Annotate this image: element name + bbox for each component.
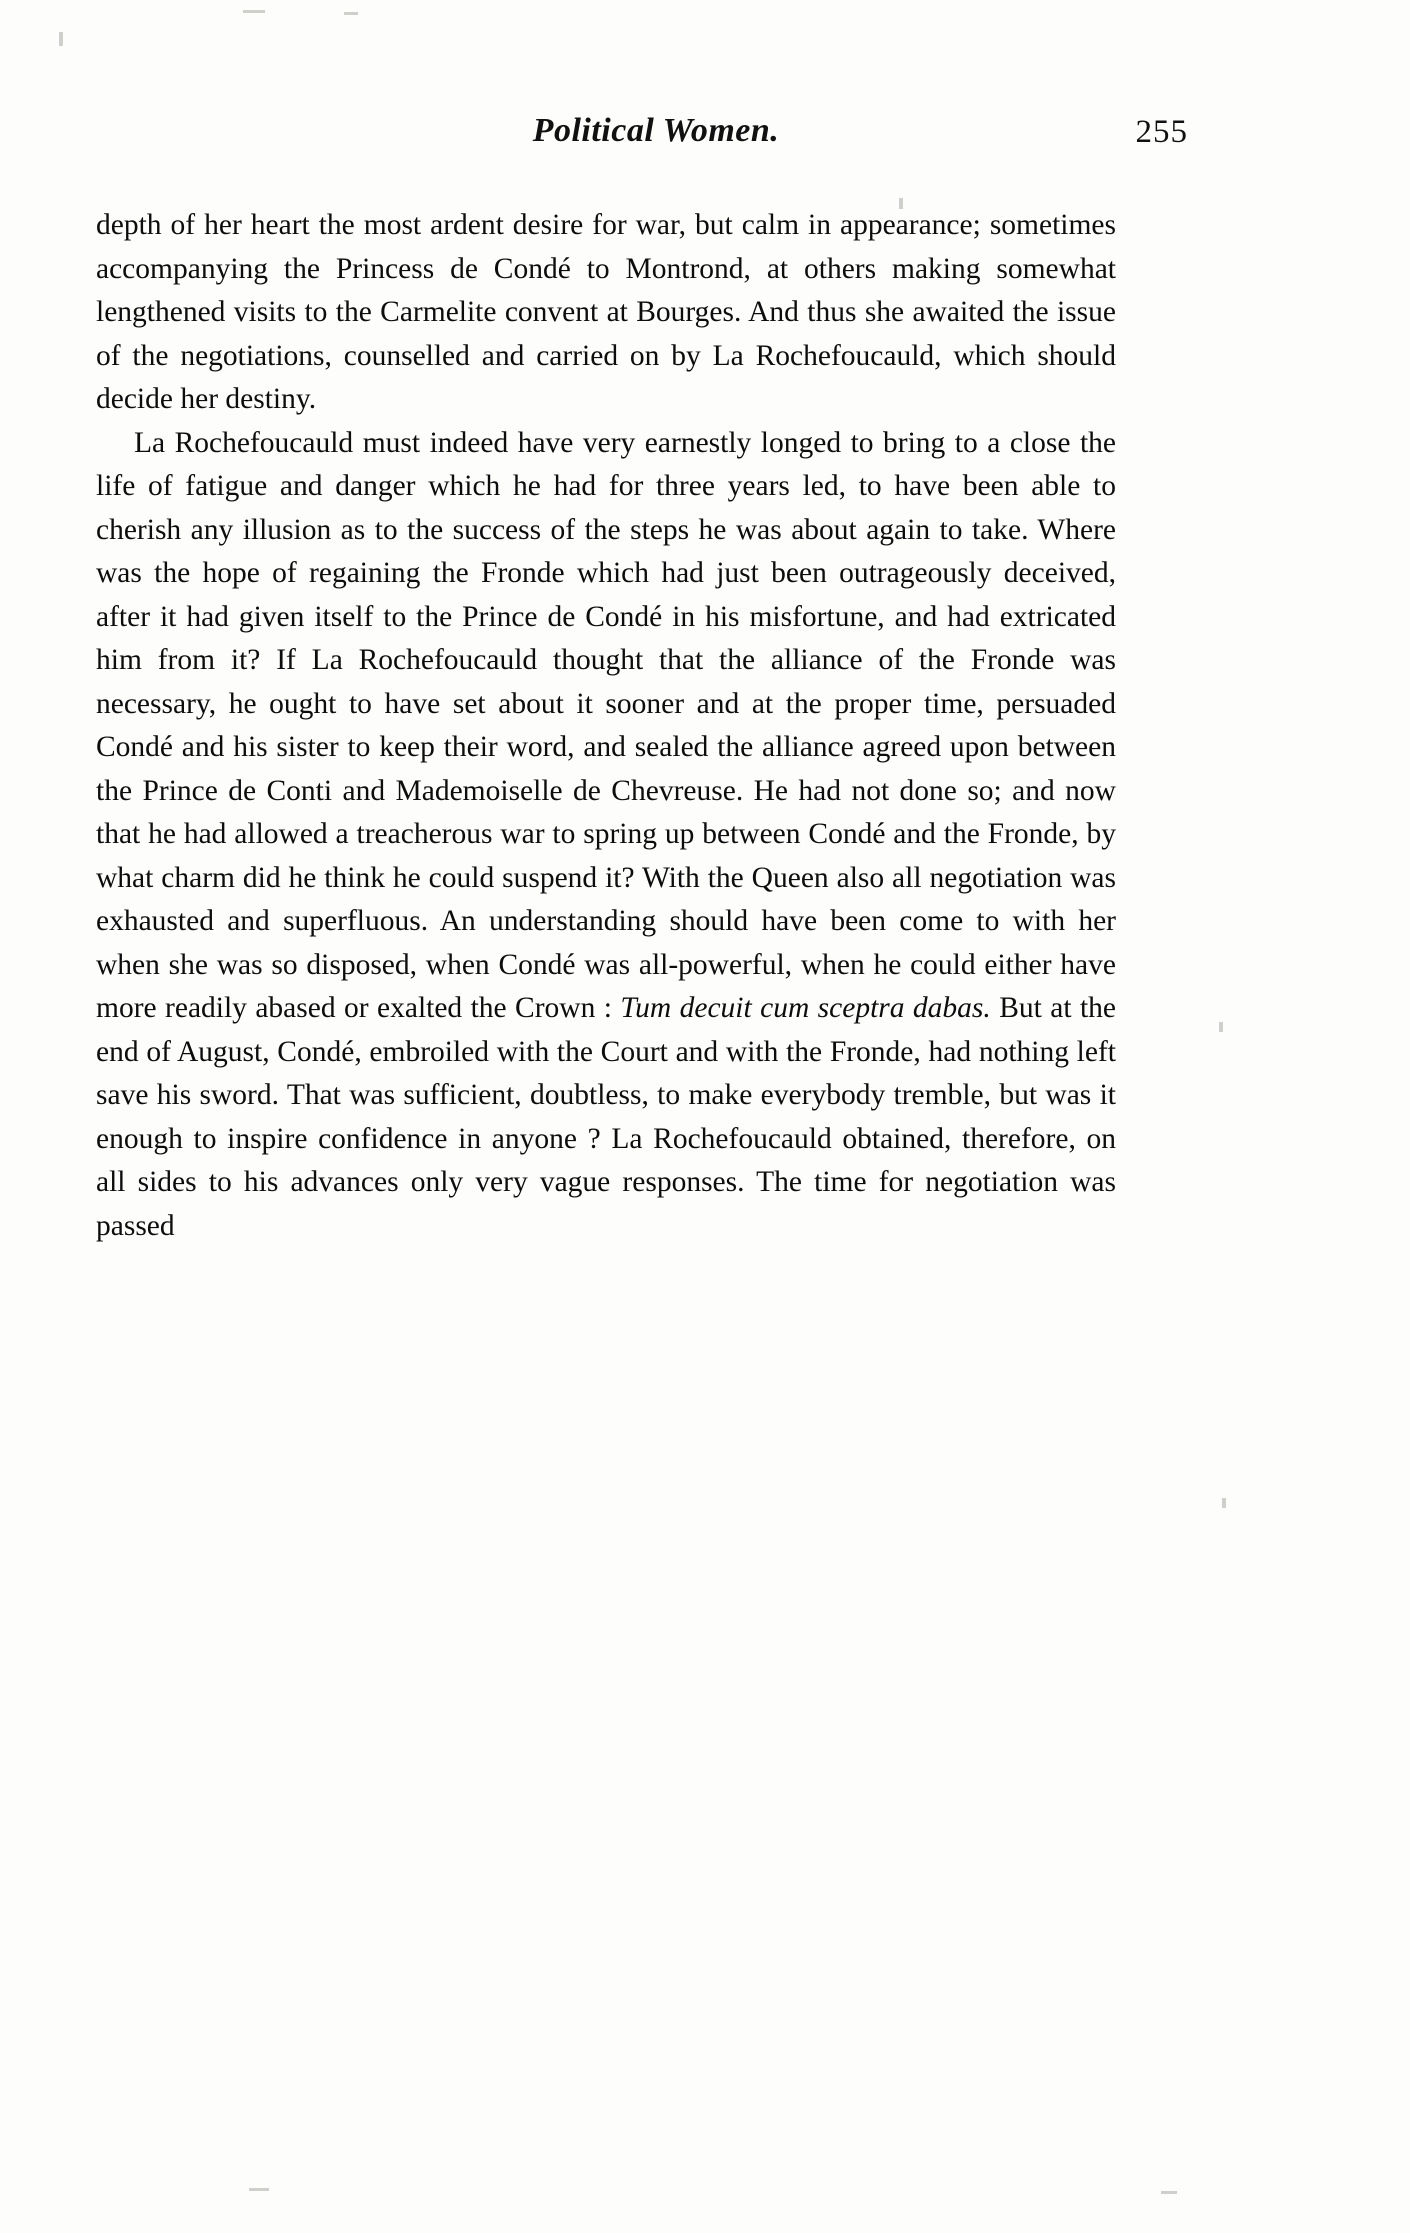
text-run: La Rochefoucauld must indeed have very earnestly longed to bring to a close the life of fatigue and danger which he had for three years led, to have been able to cherish any illusion as to the success of the steps he was about again to take. Where was the hope of regaining the Fronde which had just been outrageously deceived, after it had given itself to the Prince de Condé in his misfortune, and had extricated him from it? If La Rochefoucauld thought that the alliance of the Fronde was necessary, he ought to have set about it sooner and at the proper time, persuaded Condé and his sister to keep their word, and sealed the alliance agreed upon between the Prince de Conti and Mademoiselle de Chevreuse. He had not done so; and now that he had allowed a treacherous war to spring up between Condé and the Fronde, by what charm did he think he could suspend it? With the Queen also all negotiation was exhausted and superfluous. An understanding should have been come to with her when she was so disposed, when Condé was all-powerful, when he could either have more readily abased or exalted the Crown :: [96, 426, 1116, 1024]
paragraph: [96, 422, 1116, 1249]
running-head: Political Women.: [532, 112, 780, 149]
scan-artifact: [1222, 1498, 1226, 1508]
latin-quotation: Tum decuit cum sceptra dabas.: [620, 992, 991, 1024]
scan-artifact: [249, 2188, 269, 2191]
page-header: [96, 96, 1216, 182]
body-text: [96, 204, 1116, 1248]
scan-artifact: [243, 10, 265, 13]
scan-artifact: [59, 32, 63, 46]
text-run: But at the end of August, Condé, embroiled with the Court and with the Fronde, had nothing left save his sword. That was sufficient, doubtless, to make everybody tremble, but was it enough to inspire confidence in anyone ? La Rochefoucauld obtained, therefore, on all sides to his advances only very vague responses. The time for negotiation was passed: [96, 992, 1116, 1242]
text-run: depth of her heart the most ardent desire for war, but calm in appearance; sometimes accompanying the Princess de Condé to Montrond, at others making somewhat lengthened visits to the Carmelite convent at Bourges. And thus she awaited the issue of the negotiations, counselled and carried on by La Rochefoucauld, which should decide her destiny.: [96, 209, 1116, 415]
page-content: [96, 96, 1216, 1248]
scan-artifact: [344, 12, 358, 15]
scan-artifact: [1219, 1022, 1223, 1032]
paragraph: [96, 204, 1116, 422]
scan-artifact: [1161, 2191, 1177, 2194]
page-number: 255: [1135, 114, 1188, 150]
